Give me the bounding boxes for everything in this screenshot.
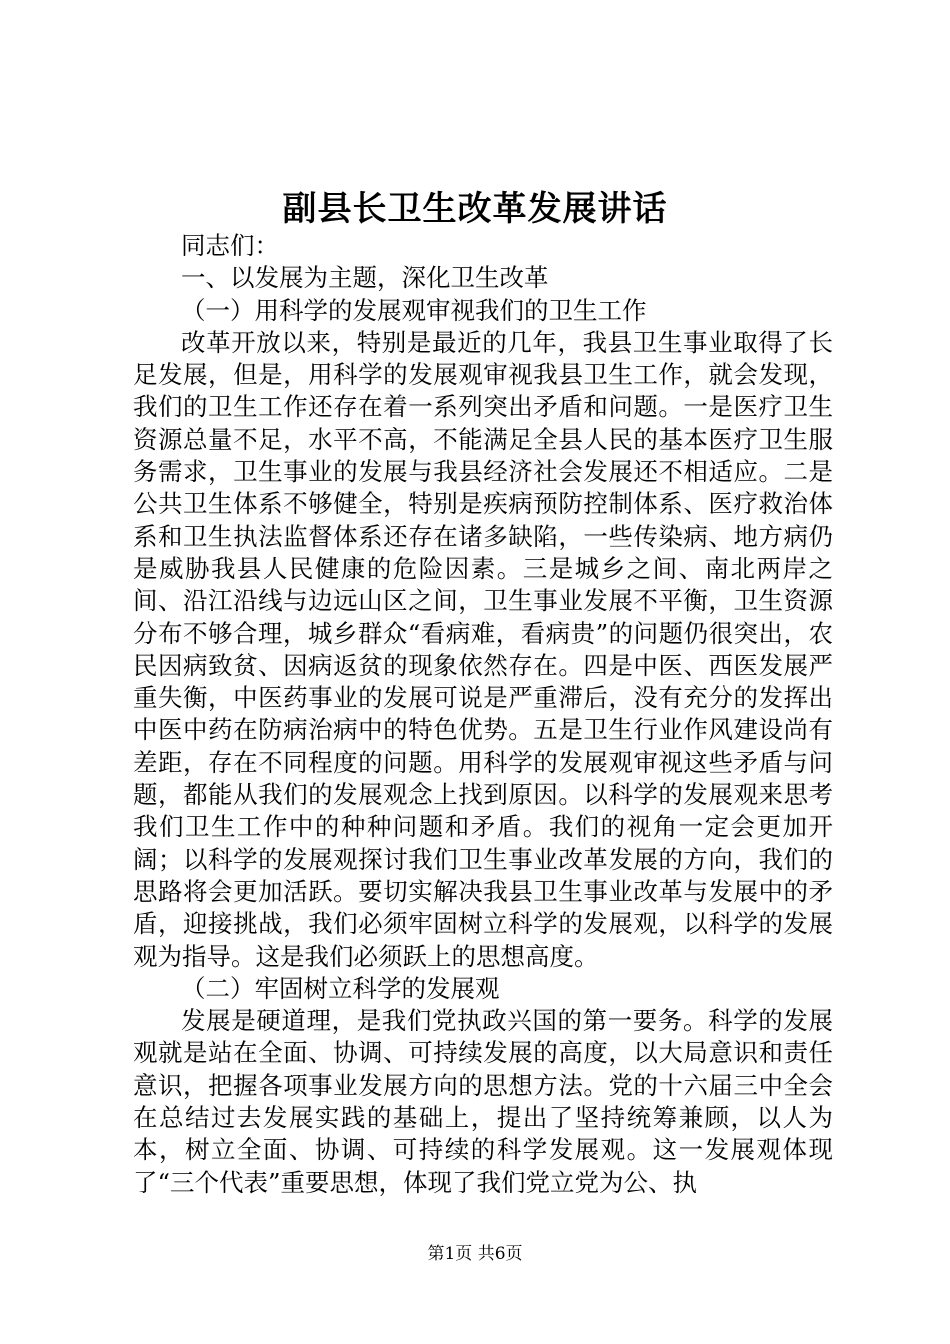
document-title: 副县长卫生改革发展讲话 [282, 189, 668, 229]
greeting: 同志们： [181, 231, 279, 260]
document-body [133, 230, 833, 1199]
subsection-heading-1: （一）用科学的发展观审视我们的卫生工作 [181, 295, 647, 325]
body-paragraph-2: 发展是硬道理，是我们党执政兴国的第一要务。科学的发展观就是站在全面、协调、可持续发展的高度，以大局意识和责任意识，把握各项事业发展方向的思想方法。党的十六届三中全会在总结过去发展实践的基础上，提出了坚持统筹兼顾，以人为本，树立全面、协调、可持续的科学发展观。这一发展观体现了“三个代表”重要思想，体现了我们党立党为公、执 [133, 1006, 833, 1197]
body-paragraph-1: 改革开放以来，特别是最近的几年，我县卫生事业取得了长足发展，但是，用科学的发展观审视我县卫生工作，就会发现，我们的卫生工作还存在着一系列突出矛盾和问题。一是医疗卫生资源总量不足，水平不高，不能满足全县人民的基本医疗卫生服务需求，卫生事业的发展与我县经济社会发展还不相适应。二是公共卫生体系不够健全，特别是疾病预防控制体系、医疗救治体系和卫生执法监督体系还存在诸多缺陷，一些传染病、地方病仍是威胁我县人民健康的危险因素。三是城乡之间、南北两岸之间、沿江沿线与边远山区之间，卫生事业发展不平衡，卫生资源分布不够合理，城乡群众“看病难，看病贵”的问题仍很突出，农民因病致贫、因病返贫的现象依然存在。四是中医、西医发展严重失衡，中医药事业的发展可说是严重滞后，没有充分的发挥出中医中药在防病治病中的特色优势。五是卫生行业作风建设尚有差距，存在不同程度的问题。用科学的发展观审视这些矛盾与问题，都能从我们的发展观念上找到原因。以科学的发展观来思考我们卫生工作中的种种问题和矛盾。我们的视角一定会更加开阔；以科学的发展观探讨我们卫生事业改革发展的方向，我们的思路将会更加活跃。要切实解决我县卫生事业改革与发展中的矛盾，迎接挑战，我们必须牢固树立科学的发展观，以科学的发展观为指导。这是我们必须跃上的思想高度。 [133, 327, 833, 971]
subsection-heading-2: （二）牢固树立科学的发展观 [181, 973, 500, 1003]
section-heading-1: 一、以发展为主题，深化卫生改革 [181, 263, 549, 293]
page-footer: 第1页 共6页 [427, 1244, 523, 1264]
